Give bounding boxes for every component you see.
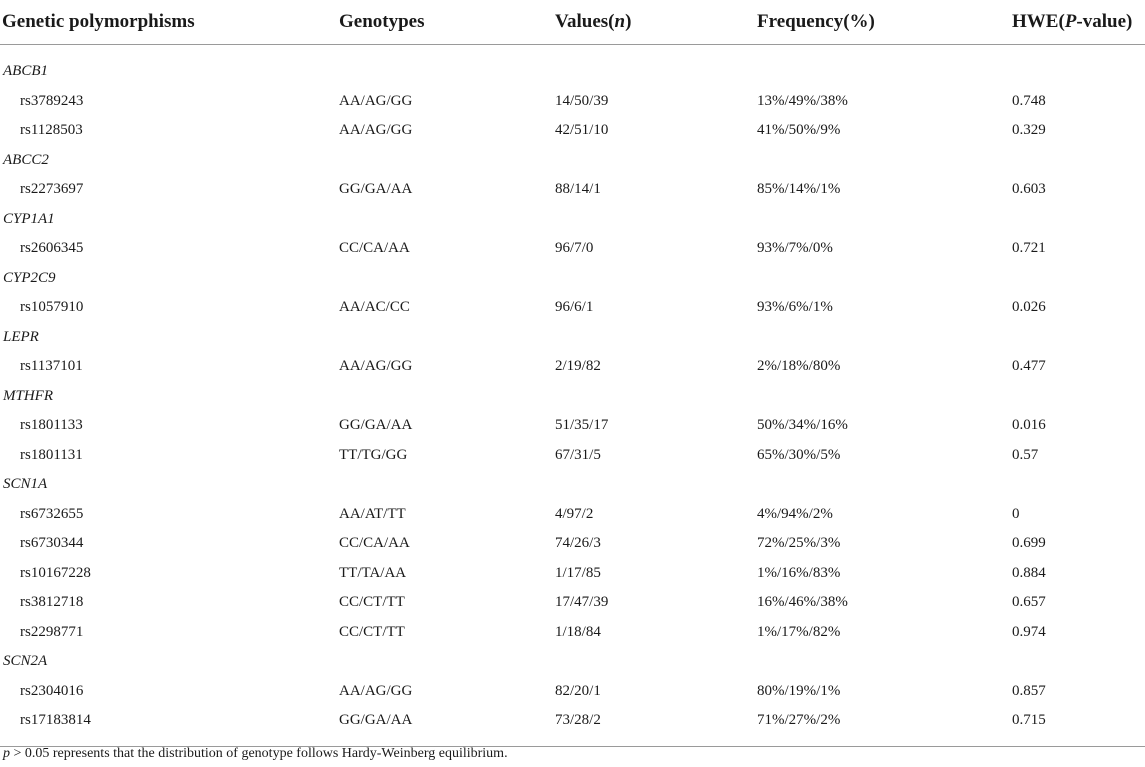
values-cell: 67/31/5 [555,446,601,463]
header-values-suffix: ) [625,11,632,32]
genotypes-cell: AA/AG/GG [339,122,413,139]
snp-id: rs3812718 [20,594,84,611]
gene-name: ABCB1 [3,63,48,80]
table-row [0,411,1145,441]
genotypes-cell: CC/CA/AA [339,240,410,257]
values-cell: 1/17/85 [555,564,601,581]
snp-id: rs3789243 [20,92,84,109]
genotypes-cell: CC/CT/TT [339,594,405,611]
values-cell: 4/97/2 [555,505,594,522]
snp-id: rs2304016 [20,682,84,699]
header-hwe [1012,0,1145,45]
table-row [0,677,1145,707]
hwe-cell: 0.329 [1012,122,1046,139]
gene-name: SCN2A [3,653,48,670]
hwe-cell: 0.603 [1012,181,1046,198]
genotypes-cell: GG/GA/AA [339,417,413,434]
frequency-cell: 1%/17%/82% [757,623,841,640]
hwe-cell: 0.748 [1012,92,1046,109]
frequency-cell: 1%/16%/83% [757,564,841,581]
gene-row [0,323,1145,353]
hwe-cell: 0.857 [1012,682,1046,699]
frequency-cell: 71%/27%/2% [757,706,1012,746]
table-row [0,500,1145,530]
table-footnote [3,746,508,762]
header-hwe-suffix: -value) [1076,11,1133,32]
table-row [0,116,1145,146]
genotypes-cell: AA/AG/GG [339,358,413,375]
hwe-cell: 0.974 [1012,623,1046,640]
header-values-prefix: Values( [555,11,615,32]
snp-id: rs2606345 [20,240,84,257]
gene-row [0,205,1145,235]
frequency-cell: 72%/25%/3% [757,535,841,552]
hwe-cell: 0.699 [1012,535,1046,552]
header-genotypes: Genotypes [339,0,555,45]
values-cell: 88/14/1 [555,181,601,198]
gene-row [0,264,1145,294]
hwe-cell: 0 [1012,505,1020,522]
genotypes-cell: GG/GA/AA [339,706,555,746]
genotypes-cell: AA/AT/TT [339,505,406,522]
frequency-cell: 93%/6%/1% [757,299,833,316]
header-frequency: Frequency(%) [757,0,1012,45]
values-cell: 51/35/17 [555,417,609,434]
table-header [0,0,1145,45]
genotypes-cell: TT/TG/GG [339,446,408,463]
frequency-cell: 13%/49%/38% [757,92,848,109]
gene-name: CYP2C9 [3,269,56,286]
gene-name: ABCC2 [3,151,49,168]
hwe-cell: 0.026 [1012,299,1046,316]
header-values-italic: n [614,11,626,32]
snp-id: rs6730344 [20,535,84,552]
table-row [0,529,1145,559]
values-cell: 82/20/1 [555,682,601,699]
values-cell: 2/19/82 [555,358,601,375]
frequency-cell: 65%/30%/5% [757,446,841,463]
table-row [0,441,1145,471]
gene-row [0,647,1145,677]
values-cell: 1/18/84 [555,623,601,640]
snp-id: rs2298771 [20,623,84,640]
frequency-cell: 41%/50%/9% [757,122,841,139]
snp-id: rs1137101 [20,358,83,375]
hwe-cell: 0.715 [1012,706,1145,746]
table-row [0,559,1145,589]
table-row [0,234,1145,264]
hwe-cell: 0.721 [1012,240,1046,257]
values-cell: 17/47/39 [555,594,609,611]
snp-id: rs6732655 [20,505,84,522]
gene-row [0,382,1145,412]
snp-id: rs1128503 [20,122,83,139]
genotypes-cell: AA/AG/GG [339,682,413,699]
table-body [0,45,1145,747]
frequency-cell: 4%/94%/2% [757,505,833,522]
hwe-cell: 0.657 [1012,594,1046,611]
gene-row [0,146,1145,176]
values-cell: 96/6/1 [555,299,594,316]
header-hwe-italic: P [1064,11,1077,32]
frequency-cell: 93%/7%/0% [757,240,833,257]
genotypes-cell: TT/TA/AA [339,564,407,581]
table-row [0,706,1145,746]
genotypes-cell: CC/CT/TT [339,623,405,640]
gene-name: MTHFR [3,387,53,404]
genotypes-cell: GG/GA/AA [339,181,413,198]
frequency-cell: 2%/18%/80% [757,358,841,375]
table-row [0,352,1145,382]
table-row [0,618,1145,648]
genotypes-cell: AA/AC/CC [339,299,410,316]
table-row [0,588,1145,618]
values-cell: 96/7/0 [555,240,594,257]
genotypes-cell: CC/CA/AA [339,535,410,552]
hwe-cell: 0.477 [1012,358,1046,375]
table-row [0,87,1145,117]
values-cell: 73/28/2 [555,706,757,746]
hwe-cell: 0.016 [1012,417,1046,434]
hwe-cell: 0.57 [1012,446,1039,463]
snp-id: rs1801133 [20,417,83,434]
gene-name: LEPR [3,328,39,345]
frequency-cell: 85%/14%/1% [757,181,841,198]
table-row [0,175,1145,205]
header-hwe-prefix: HWE( [1012,11,1065,32]
gene-row [0,45,1145,87]
header-genetic-polymorphisms: Genetic polymorphisms [0,0,339,45]
genotypes-cell: AA/AG/GG [339,92,413,109]
values-cell: 42/51/10 [555,122,609,139]
hwe-cell: 0.884 [1012,564,1046,581]
footnote-p-symbol: p [3,746,10,761]
header-values [555,0,757,45]
values-cell: 74/26/3 [555,535,601,552]
snp-id: rs17183814 [0,706,339,746]
snp-id: rs1801131 [20,446,83,463]
table-row [0,293,1145,323]
gene-name: SCN1A [3,476,48,493]
gene-name: CYP1A1 [3,210,55,227]
snp-id: rs2273697 [20,181,84,198]
gene-row [0,470,1145,500]
frequency-cell: 16%/46%/38% [757,594,848,611]
frequency-cell: 50%/34%/16% [757,417,848,434]
snp-id: rs1057910 [20,299,84,316]
snp-id: rs10167228 [20,564,91,581]
frequency-cell: 80%/19%/1% [757,682,841,699]
header-row [0,0,1145,45]
footnote-text: > 0.05 represents that the distribution of genotype follows Hardy-Weinberg equilibrium. [10,746,508,761]
values-cell: 14/50/39 [555,92,609,109]
